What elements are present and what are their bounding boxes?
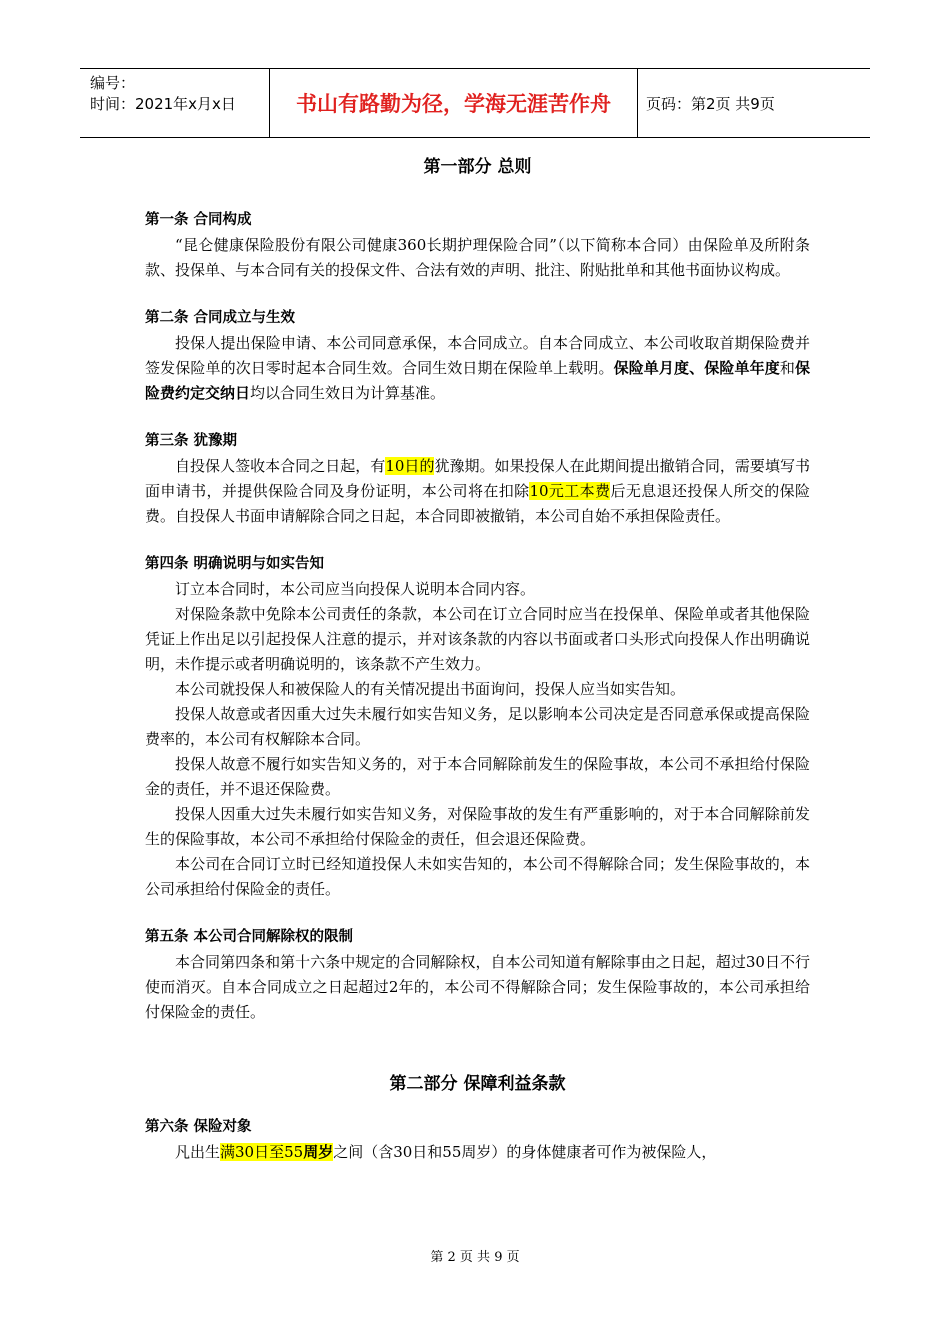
article4-para5: 投保人故意不履行如实告知义务的，对于本合同解除前发生的保险事故，本公司不承担给付保险金的责任，并不退还保险费。 bbox=[145, 755, 810, 798]
highlight-run: 满30日至55 bbox=[220, 1143, 304, 1161]
article4-title: 第四条 明确说明与如实告知 bbox=[145, 556, 325, 572]
article1-title: 第一条 合同构成 bbox=[145, 212, 252, 228]
article2-para1 bbox=[145, 331, 810, 406]
part2-title: 第二部分 保障利益条款 bbox=[389, 1074, 566, 1094]
highlight-run: 10日的 bbox=[385, 457, 435, 475]
text-run: 后无息退还投保人所交的保险费。自投保人书面申请解除合同之日起，本合同即被撤销，本公司自始不承担保险责任。 bbox=[145, 482, 810, 525]
header-meta bbox=[80, 69, 270, 137]
article4-para4: 投保人故意或者因重大过失未履行如实告知义务，足以影响本公司决定是否同意承保或提高保险费率的，本公司有权解除本合同。 bbox=[145, 705, 810, 748]
article2-title: 第二条 合同成立与生效 bbox=[145, 310, 296, 326]
article1-para1: “昆仑健康保险股份有限公司健康360长期护理保险合同”（以下简称本合同）由保险单及所附条款、投保单、与本合同有关的投保文件、合法有效的声明、批注、附贴批单和其他书面协议构成。 bbox=[145, 236, 810, 279]
text-run: 均以合同生效日为计算基准。 bbox=[250, 384, 446, 402]
text-run: 自投保人签收本合同之日起，有 bbox=[175, 457, 386, 475]
bold-run: 保险费约定交纳日 bbox=[145, 359, 810, 402]
text-run: 和 bbox=[779, 359, 795, 377]
bold-run: 保险单月度、保险单年度 bbox=[613, 359, 780, 377]
article3-para1 bbox=[145, 454, 810, 529]
header-motto: 书山有路勤为径，学海无涯苦作舟 bbox=[270, 69, 638, 137]
highlight-run: 10元工本费 bbox=[529, 482, 611, 500]
article4-para6: 投保人因重大过失未履行如实告知义务，对保险事故的发生有严重影响的，对于本合同解除前发生的保险事故，本公司不承担给付保险金的责任，但会退还保险费。 bbox=[145, 805, 810, 848]
text-run: 犹豫期。如果投保人在此期间提出撤销合同，需要填写书面申请书，并提供保险合同及身份证明，本公司将在扣除 bbox=[145, 457, 810, 500]
article6-title: 第六条 保险对象 bbox=[145, 1119, 252, 1135]
text-run: 凡出生 bbox=[175, 1143, 221, 1161]
part1-title: 第一部分 总则 bbox=[423, 157, 532, 177]
article3-title: 第三条 犹豫期 bbox=[145, 433, 238, 449]
highlight-bold-run: 周岁 bbox=[303, 1143, 334, 1161]
article4-para7: 本公司在合同订立时已经知道投保人未如实告知的，本公司不得解除合同；发生保险事故的，本公司承担给付保险金的责任。 bbox=[145, 855, 810, 898]
article5-para1: 本合同第四条和第十六条中规定的合同解除权，自本公司知道有解除事由之日起，超过30日不行使而消灭。自本合同成立之日起超过2年的，本公司不得解除合同；发生保险事故的，本公司承担给付保险金的责任。 bbox=[145, 953, 810, 1021]
article4-para1: 订立本合同时，本公司应当向投保人说明本合同内容。 bbox=[175, 580, 536, 598]
time-label: 时间：2021年x月x日 bbox=[90, 95, 236, 113]
article5-title: 第五条 本公司合同解除权的限制 bbox=[145, 929, 354, 945]
text-run: 之间（含30日和55周岁）的身体健康者可作为被保险人， bbox=[333, 1143, 717, 1161]
article4-para2: 对保险条款中免除本公司责任的条款，本公司在订立合同时应当在投保单、保险单或者其他保险凭证上作出足以引起投保人注意的提示，并对该条款的内容以书面或者口头形式向投保人作出明确说明，未作提示或者明确说明的，该条款不产生效力。 bbox=[145, 605, 810, 673]
text-run: 投保人提出保险申请、本公司同意承保，本合同成立。自本合同成立、本公司收取首期保险费并签发保险单的次日零时起本合同生效。合同生效日期在保险单上载明。 bbox=[145, 334, 810, 377]
page-header bbox=[80, 68, 870, 138]
page-footer: 第 2 页 共 9 页 bbox=[430, 1250, 520, 1265]
article4-para3: 本公司就投保人和被保险人的有关情况提出书面询问，投保人应当如实告知。 bbox=[175, 680, 686, 698]
number-label: 编号： bbox=[90, 74, 136, 92]
header-page-info: 页码：第2页 共9页 bbox=[646, 94, 775, 113]
article6-para1 bbox=[145, 1140, 810, 1165]
document-body bbox=[145, 152, 810, 1165]
